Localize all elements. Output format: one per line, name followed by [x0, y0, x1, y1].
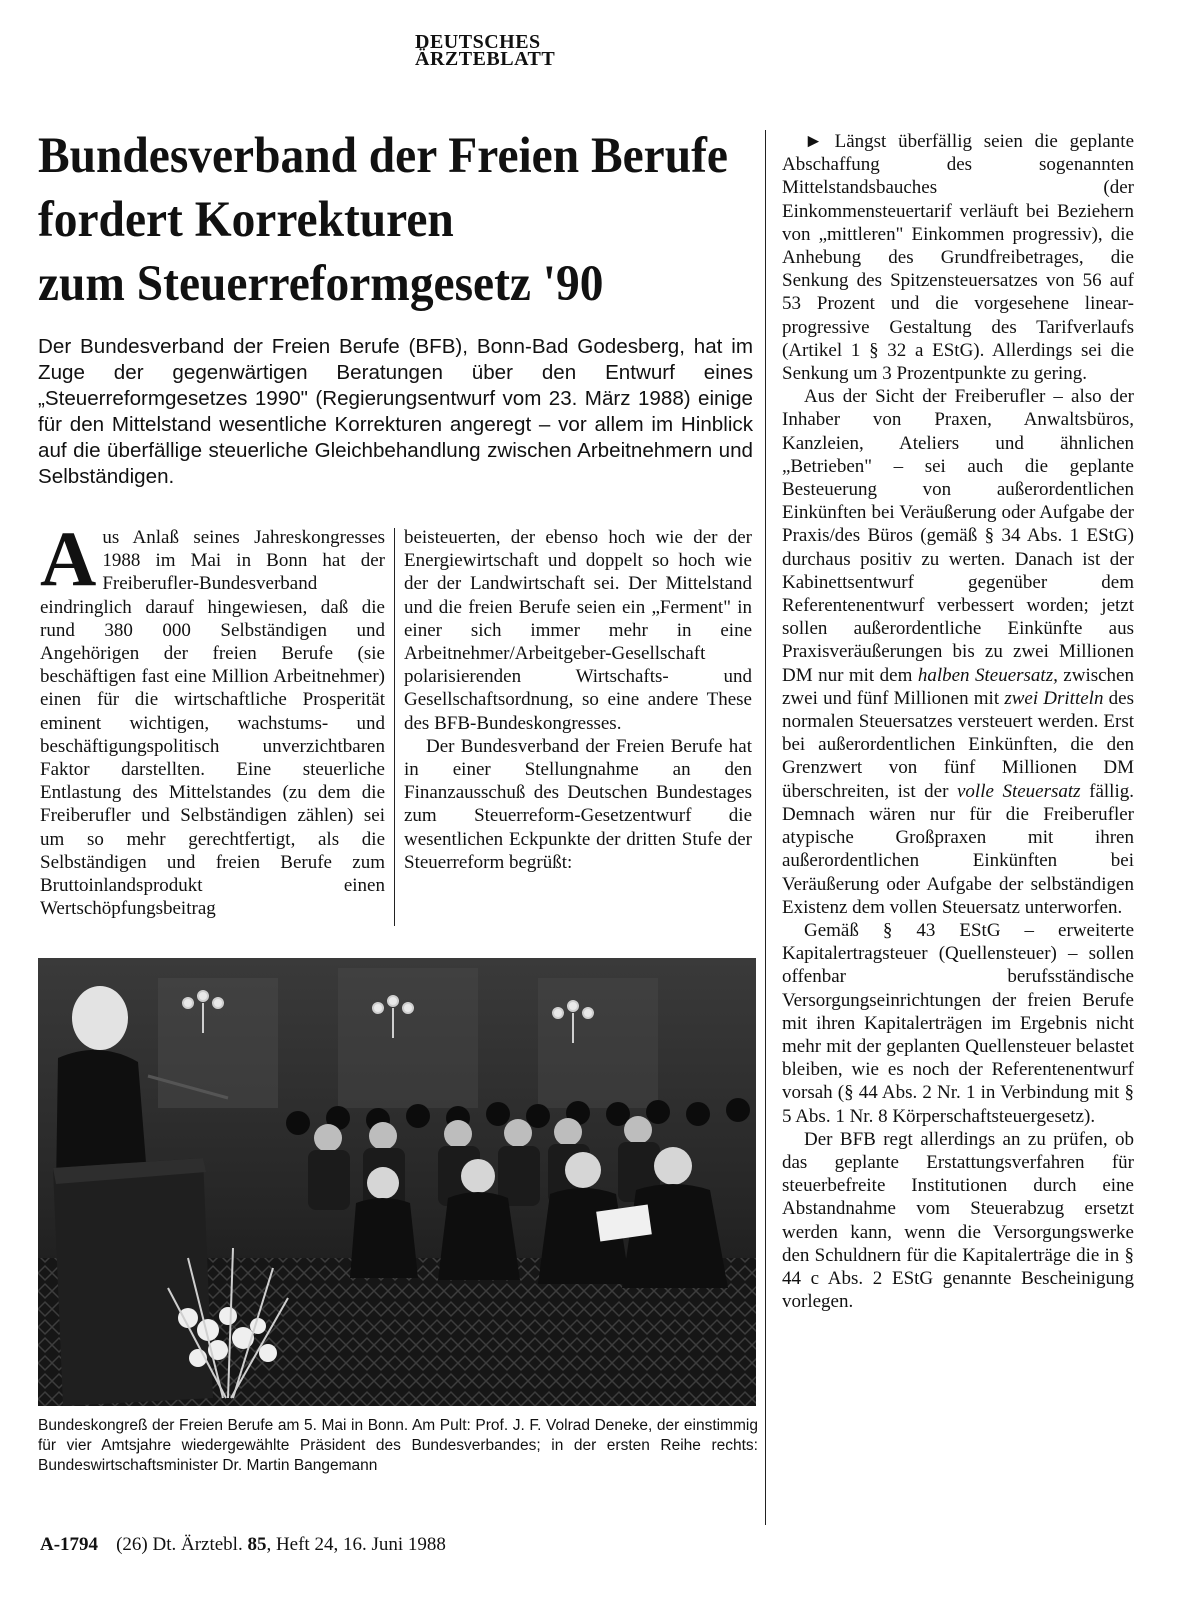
body-column-2	[404, 526, 752, 874]
body-paragraph: Gemäß § 43 EStG – erweiterte Kapitalertragsteuer (Quellensteuer) – sollen offenbar berufsständische Versorgungseinrichtungen der freien Berufe mit ihren Kapitalerträgen im Ergebnis nicht mehr mit der geplanten Quellensteuer belastet bleiben, wie es noch der Referentenentwurf vorsah (§ 44 Abs. 2 Nr. 1 in Verbindung mit § 5 Abs. 1 Nr. 8 Körperschaftsteuergesetz).	[782, 919, 1134, 1127]
body-paragraph: Der BFB regt allerdings an zu prüfen, ob das geplante Erstattungsverfahren für steuerbefreite Institutionen durch eine Abstandnahme vom Steuerabzug ersetzt werden kann, wenn die Versorgungswerke den Schuldnern für die Kapitalerträge die in § 44 c Abs. 2 EStG genannte Bescheinigung vorlegen.	[782, 1128, 1134, 1313]
photo-illustration	[38, 958, 756, 1406]
lede-paragraph: Der Bundesverband der Freien Berufe (BFB), Bonn-Bad Godesberg, hat im Zuge der gegenwärtigen Beratungen über den Entwurf eines „Steuerreformgesetzes 1990" (Regierungsentwurf vom 23. März 1988) einige für den Mittelstand wesentliche Korrekturen angeregt – vor allem im Hinblick auf die überfällige steuerliche Gleichbehandlung zwischen Arbeitnehmern und Selbständigen.	[38, 335, 753, 488]
page-number: A-1794	[40, 1534, 99, 1555]
page-footer	[40, 1534, 446, 1556]
headline-line-2: fordert Korrekturen	[38, 192, 454, 248]
body-paragraph: Der Bundesverband der Freien Berufe hat in einer Stellungnahme an den Finanzausschuß des Deutschen Bundestages zum Steuerreform-Gesetzentwurf die wesentlichen Eckpunkte der dritten Stufe der Steuerreform begrüßt:	[404, 735, 752, 873]
headline-line-1: Bundesverband der Freien Berufe	[38, 128, 728, 184]
body-column-1	[40, 515, 385, 920]
body-paragraph: beisteuerten, der ebenso hoch wie der der Energiewirtschaft und doppelt so hoch wie der der Landwirtschaft sei. Der Mittelstand und die freien Berufe seien ein „Ferment" in einer sich immer mehr in eine Arbeitnehmer/Arbeitgeber-Gesellschaft polarisierenden Wirtschafts- und Gesellschaftsordnung, so eine andere These des BFB-Bundeskongresses.	[404, 527, 752, 734]
column-divider	[394, 528, 395, 926]
headline	[38, 124, 728, 316]
masthead	[415, 31, 595, 70]
masthead-line-2: ÄRZTEBLATT	[415, 48, 556, 70]
body-text: us Anlaß seines Jahreskongresses 1988 im Mai in Bonn hat der Freiberufler-Bundesverband eindringlich darauf hingewiesen, daß die rund 380 000 Selbständigen und Angehörigen der freien Berufe (sie beschäftigen fast eine Million Arbeitnehmer) einen für die wirtschaftliche Prosperität eminent wichtigen, wachstums- und beschäftigungspolitisch unverzichtbaren Faktor darstellten. Eine steuerliche Entlastung des Mittelstandes (zu dem die Freiberufler und Selbständigen zählen) sei um so mehr gerechtfertigt, als die Selbständigen und freien Berufe zum Bruttoinlandsprodukt einen Wertschöpfungsbeitrag	[40, 527, 385, 920]
conference-photo	[38, 958, 756, 1406]
headline-line-3: zum Steuerreformgesetz '90	[38, 256, 604, 312]
drop-cap: A	[40, 515, 97, 602]
journal-citation: (26) Dt. Ärztebl.	[116, 1534, 243, 1555]
body-paragraph	[40, 515, 385, 920]
body-paragraph: ► Längst überfällig seien die geplante Abschaffung des sogenannten Mittelstandsbauches (der Einkommensteuertarif verläuft bei Beziehern von „mittleren" Einkommen progressiv), die Anhebung des Grundfreibetrages, die Senkung des Spitzensteuersatzes von 56 auf 53 Prozent und die vorgesehene linear-progressive Gestaltung des Tarifverlaufs (Artikel 1 § 32 a EStG). Allerdings sei die Senkung um 3 Prozentpunkte zu gering.	[782, 131, 1134, 385]
masthead-line-1: DEUTSCHES	[415, 31, 541, 53]
body-paragraph: Aus der Sicht der Freiberufler – also der Inhaber von Praxen, Anwaltsbüros, Kanzleien, Ateliers und ähnlichen „Betrieben" – sei auch die geplante Besteuerung von außerordentlichen Einkünften bei Veräußerung oder Aufgabe der Praxis/des Büros (gemäß § 34 Abs. 1 EStG) durchaus positiv zu werten. Danach ist der Kabinettsentwurf gegenüber dem Referentenentwurf verbessert worden; jetzt sollen außerordentliche Einkünfte aus Praxisveräußerungen bis zu zwei Millionen DM nur mit dem halben Steuersatz, zwischen zwei und fünf Millionen mit zwei Dritteln des normalen Steuersatzes versteuert werden. Erst bei außerordentlichen Einkünften, die den Grenzwert von fünf Millionen DM überschreiten, ist der volle Steuersatz fällig. Demnach wären nur für die Freiberufler atypische Großpraxen mit ihren außerordentlichen Einkünften bei Veräußerung oder Aufgabe der selbständigen Existenz dem vollen Steuersatz unterworfen.	[782, 386, 1134, 918]
issue-date: , Heft 24, 16. Juni 1988	[266, 1534, 446, 1555]
body-column-3	[782, 130, 1134, 1313]
column-divider	[765, 130, 766, 1525]
photo-caption: Bundeskongreß der Freien Berufe am 5. Mai in Bonn. Am Pult: Prof. J. F. Volrad Deneke, der einstimmig für vier Amtsjahre wiedergewählte Präsident des Bundesverbandes; in der ersten Reihe rechts: Bundeswirtschaftsminister Dr. Martin Bangemann	[38, 1417, 758, 1474]
volume-number: 85	[247, 1534, 267, 1555]
